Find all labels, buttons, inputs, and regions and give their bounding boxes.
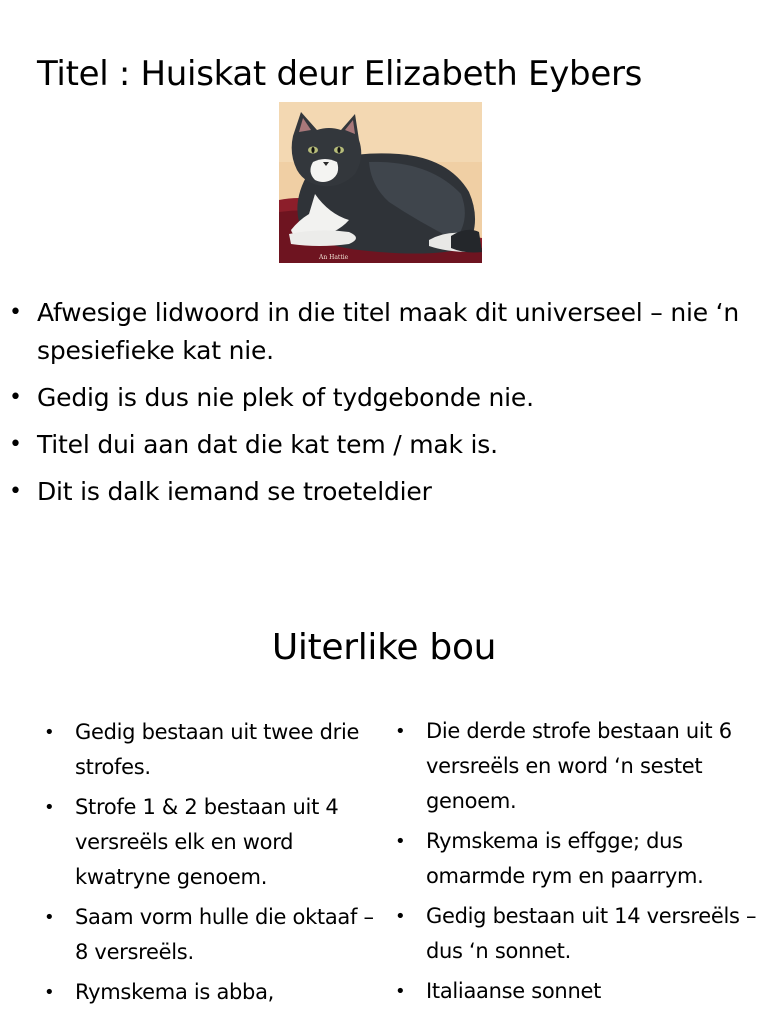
list-item: [40, 975, 380, 1010]
bullet-icon: •: [9, 432, 22, 457]
slide-2: [0, 580, 768, 1024]
bullet-text: Saam vorm hulle die oktaaf – 8 versreëls.: [75, 905, 374, 964]
bullet-text: Die derde strofe bestaan uit 6 versreëls en word ‘n sestet genoem.: [426, 719, 732, 813]
slide-title: Titel : Huiskat deur Elizabeth Eybers: [37, 54, 643, 94]
bullet-icon: •: [44, 907, 55, 928]
list-item: [40, 790, 380, 895]
bullet-text: Gedig is dus nie plek of tydgebonde nie.: [37, 383, 534, 412]
bullet-text: Italiaanse sonnet: [426, 979, 602, 1003]
slide-1-bullet-list: [0, 294, 768, 520]
list-item: [391, 899, 761, 969]
bullet-text: Gedig bestaan uit 14 versreëls – dus ‘n sonnet.: [426, 904, 757, 963]
bullet-icon: •: [44, 797, 55, 818]
bullet-icon: •: [9, 300, 22, 325]
bullet-text: Dit is dalk iemand se troeteldier: [37, 477, 432, 506]
bullet-text: Gedig bestaan uit twee drie strofes.: [75, 720, 360, 779]
bullet-text: Strofe 1 & 2 bestaan uit 4 versreëls elk en word kwatryne genoem.: [75, 795, 339, 889]
bullet-icon: •: [9, 479, 22, 504]
bullet-text: Afwesige lidwoord in die titel maak dit universeel – nie ‘n spesiefieke kat nie.: [37, 298, 740, 365]
list-item: [0, 473, 768, 511]
list-item: [40, 900, 380, 970]
bullet-text: Rymskema is abba,: [75, 980, 275, 1004]
cat-painting-image: [279, 102, 482, 263]
bullet-text: Rymskema is effgge; dus omarmde rym en paarrym.: [426, 829, 704, 888]
bullet-icon: •: [9, 385, 22, 410]
list-item: [0, 379, 768, 417]
list-item: [0, 426, 768, 464]
bullet-icon: •: [395, 831, 406, 852]
right-column-bullet-list: [391, 714, 761, 1014]
list-item: [40, 715, 380, 785]
bullet-icon: •: [395, 981, 406, 1002]
list-item: [391, 714, 761, 819]
slide-title: Uiterlike bou: [271, 627, 497, 668]
bullet-icon: •: [395, 721, 406, 742]
list-item: [0, 294, 768, 370]
bullet-icon: •: [395, 906, 406, 927]
bullet-text: Titel dui aan dat die kat tem / mak is.: [37, 430, 498, 459]
bullet-icon: •: [44, 722, 55, 743]
bullet-icon: •: [44, 982, 55, 1003]
left-column-bullet-list: [40, 715, 380, 1015]
list-item: [391, 824, 761, 894]
painting-signature: An Hattie: [319, 254, 349, 261]
list-item: [391, 974, 761, 1009]
